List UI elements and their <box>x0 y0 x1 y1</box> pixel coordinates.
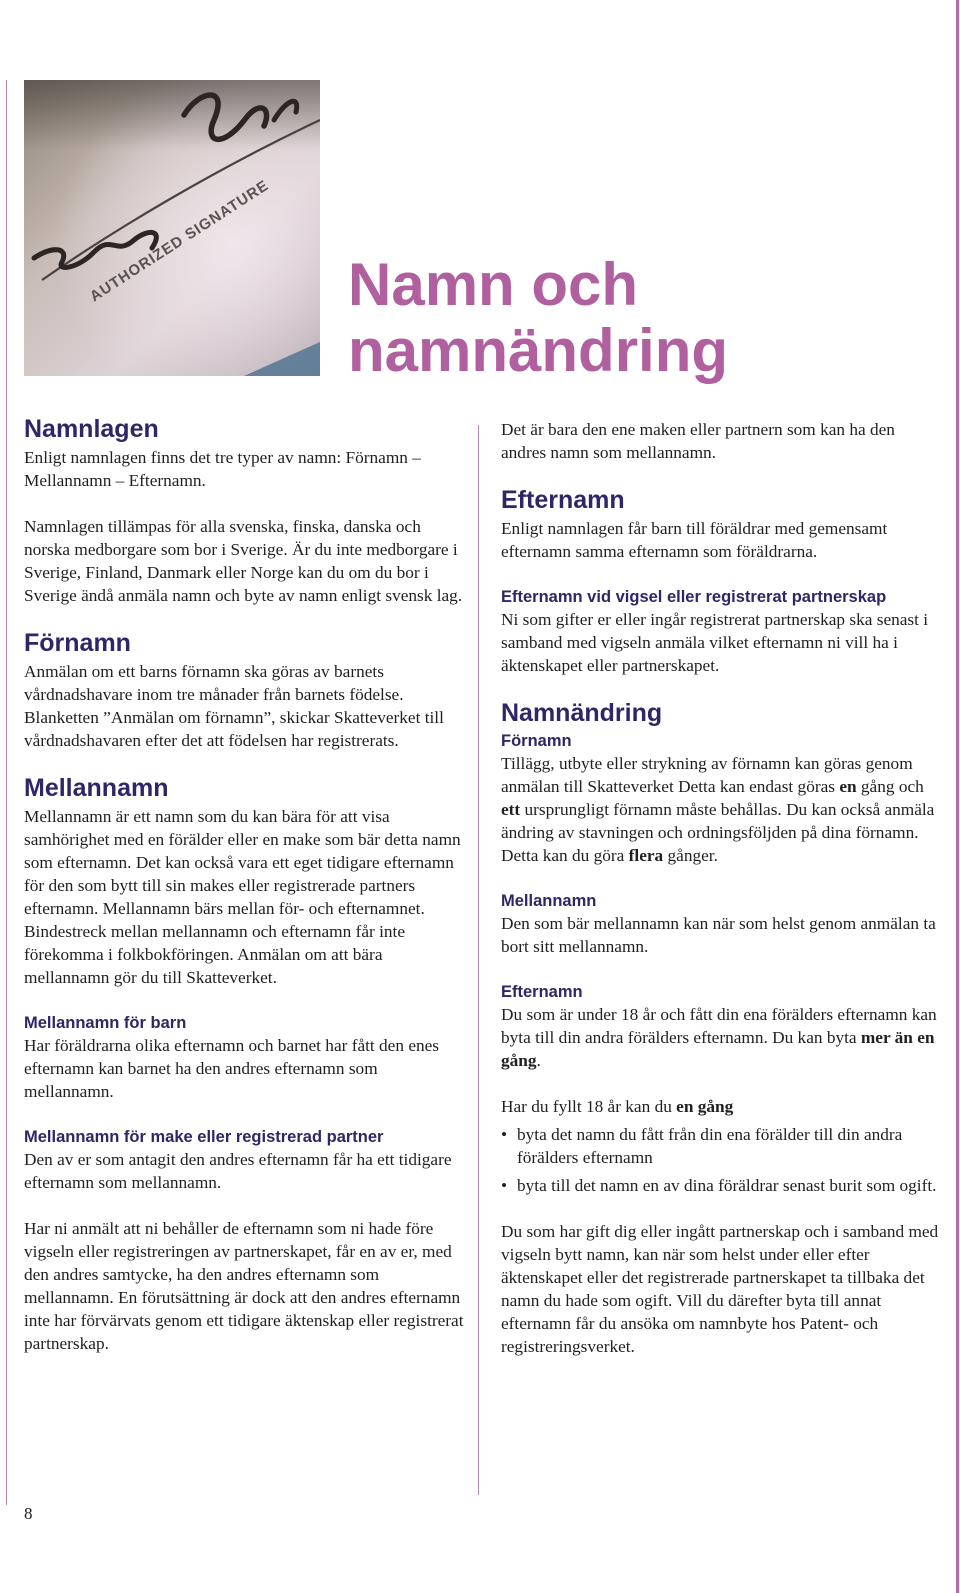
bullet-list <box>501 1123 939 1197</box>
paragraph: Du som har gift dig eller ingått partnerskap och i samband med vigseln bytt namn, kan när som helst under eller efter äktenskapet eller det registrerade partnerskapet ta tillbaka det namn du hade som ogift. Vill du därefter byta till annat efternamn får du ansöka om namnbyte hos Patent- och registreringsverket. <box>501 1222 939 1356</box>
paragraph <box>501 1003 939 1072</box>
subheading-fornamn: Förnamn <box>501 732 572 750</box>
paragraph: Anmälan om ett barns förnamn ska göras av barnets vårdnadshavare inom tre månader från barnets födelse. Blanketten ”Anmälan om förnamn”, skickar Skatteverket till vårdnadshavaren efter det att födelsen har registrerats. <box>24 662 444 750</box>
heading-namnlagen: Namnlagen <box>24 415 159 443</box>
subheading-mellannamn-for-barn: Mellannamn för barn <box>24 1014 187 1032</box>
signature-photo <box>24 80 320 376</box>
text-run: . <box>536 1051 541 1070</box>
subheading-efternamn-vid-vigsel: Efternamn vid vigsel eller registrerat partnerskap <box>501 588 887 606</box>
list-item: • byta till det namn en av dina föräldrar senast burit som ogift. <box>501 1174 939 1197</box>
paragraph: Namnlagen tillämpas för alla svenska, finska, danska och norska medborgare som bor i Sverige. Är du inte medborgare i Sverige, Finland, Danmark eller Norge kan du om du bor i Sverige ändå anmäla namn och byte av namn enligt svensk lag. <box>24 517 463 605</box>
text-run: Tillägg, utbyte eller strykning av förnamn kan göras genom anmälan till Skatteverket Detta kan endast göras <box>501 754 913 796</box>
stamp-text: AUTHORIZED SIGNATURE <box>86 176 273 306</box>
paragraph: Den av er som antagit den andres efternamn får ha ett tidigare efternamn som mellannamn. <box>24 1150 452 1192</box>
heading-fornamn: Förnamn <box>24 629 131 657</box>
emphasis: en <box>839 777 857 796</box>
paragraph: Mellannamn är ett namn som du kan bära för att visa samhörighet med en förälder eller en make som bär detta namn som efternamn. Det kan också vara ett eget tidigare efternamn för den som bytt till sin makes eller registrerade partners efternamn. Mellannamn bärs mellan för- och efternamnet. Bindestreck mellan mellannamn och efternamn får inte förekomma i folkbokföringen. Anmälan om att bära mellannamn gör du till Skatteverket. <box>24 807 461 987</box>
right-edge-rule <box>956 0 959 1593</box>
paragraph <box>501 752 939 867</box>
text-run: gånger. <box>663 846 718 865</box>
page-number: 8 <box>24 1504 33 1523</box>
text-run: Har du fyllt 18 år kan du <box>501 1097 677 1116</box>
paragraph <box>501 1095 939 1118</box>
left-margin-rule <box>6 80 7 1505</box>
page-title: Namn och namnändring <box>348 251 729 384</box>
text-run: Du som är under 18 år och fått din ena förälders efternamn kan byta till din andra förälders efternamn. Du kan byta <box>501 1005 937 1047</box>
paragraph: Har ni anmält att ni behåller de efternamn som ni hade före vigseln eller registreringen av partnerskapet, får en av er, med den andres samtycke, ha den andres efternamn som mellannamn. En förutsättning är dock att den andres efternamn inte har förvärvats genom ett tidigare äktenskap eller registrerat partnerskap. <box>24 1219 464 1353</box>
paragraph: Den som bär mellannamn kan när som helst genom anmälan ta bort sitt mellannamn. <box>501 914 936 956</box>
subheading-efternamn: Efternamn <box>501 983 583 1001</box>
left-column <box>24 412 464 1355</box>
heading-namnandring: Namnändring <box>501 699 663 727</box>
emphasis: en gång <box>676 1097 734 1116</box>
paragraph: Ni som gifter er eller ingår registrerat partnerskap ska senast i samband med vigseln anmäla vilket efternamn ni vill ha i äktenskapet eller partnerskapet. <box>501 610 929 675</box>
heading-mellannamn: Mellannamn <box>24 774 169 802</box>
column-divider <box>478 425 479 1495</box>
subheading-mellannamn-for-make: Mellannamn för make eller registrerad partner <box>24 1128 384 1146</box>
subheading-mellannamn: Mellannamn <box>501 892 597 910</box>
list-item: • byta det namn du fått från din ena förälder till din andra förälders efternamn <box>501 1123 939 1169</box>
heading-efternamn: Efternamn <box>501 486 625 514</box>
text-run: gång och <box>856 777 924 796</box>
paragraph: Det är bara den ene maken eller partnern som kan ha den andres namn som mellannamn. <box>501 420 895 462</box>
paragraph: Har föräldrarna olika efternamn och barnet har fått den enes efternamn kan barnet ha den andres efternamn som mellannamn. <box>24 1036 440 1101</box>
emphasis: ett <box>501 800 521 819</box>
right-column <box>501 418 939 1358</box>
emphasis: flera <box>628 846 664 865</box>
emphasis: mer än en gång <box>501 1028 935 1070</box>
text-run: ursprungligt förnamn måste behållas. Du kan också anmäla ändring av stavningen och ordningsföljden på dina förnamn. Detta kan du göra <box>501 800 935 865</box>
paragraph: Enligt namnlagen får barn till föräldrar med gemensamt efternamn samma efternamn som föräldrarna. <box>501 519 888 561</box>
paragraph: Enligt namnlagen finns det tre typer av namn: Förnamn – Mellannamn – Efternamn. <box>24 448 421 490</box>
